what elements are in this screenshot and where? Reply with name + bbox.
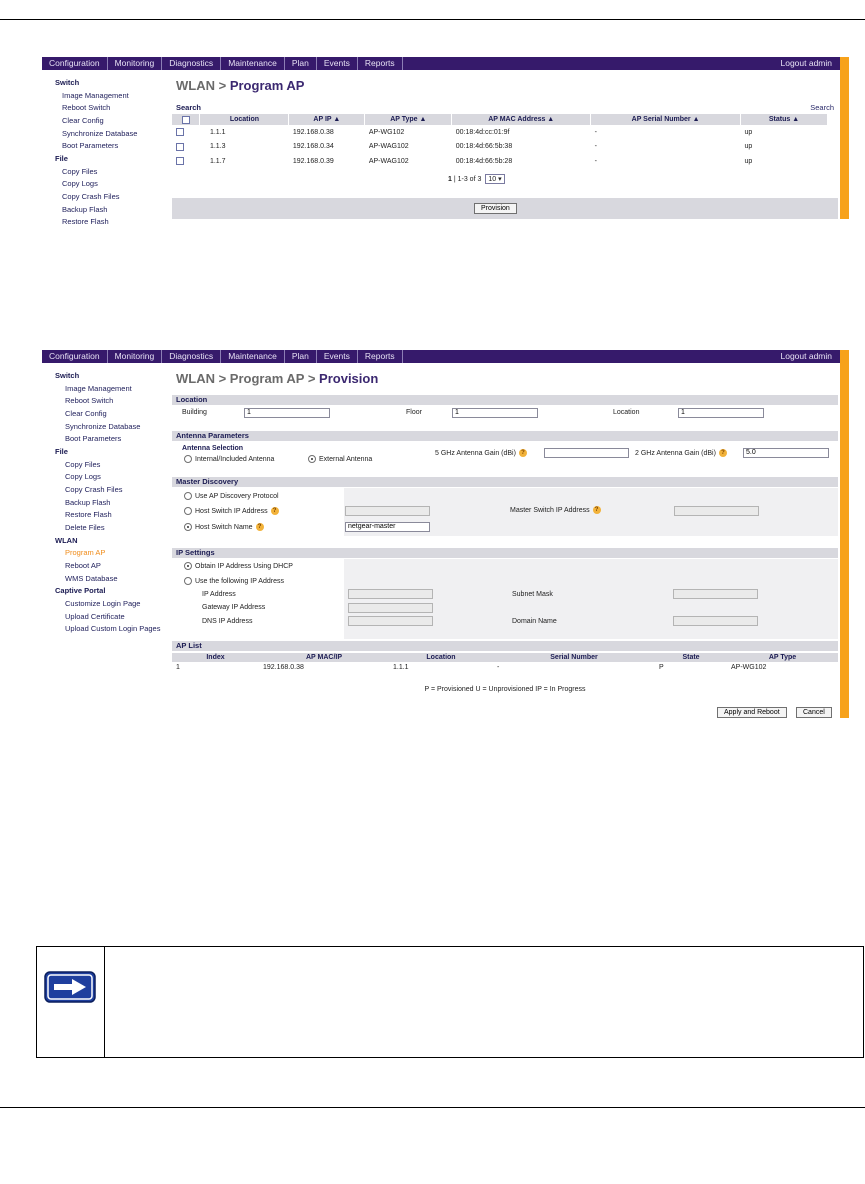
sidebar-item-copy-crash-files[interactable]: Copy Crash Files — [62, 191, 120, 201]
cell-ap-mac: 00:18:4d:66:5b:28 — [455, 157, 513, 165]
logout-link[interactable]: Logout admin — [780, 351, 832, 361]
breadcrumb: WLAN > — [176, 78, 227, 93]
host-switch-ip-radio[interactable] — [184, 507, 192, 515]
tab-reports[interactable]: Reports — [358, 350, 403, 363]
section-header-ip-settings: IP Settings — [172, 548, 838, 558]
nav-spacer — [403, 57, 773, 70]
help-icon[interactable]: ? — [256, 523, 264, 531]
column-header-ap-serial[interactable]: AP Serial Number ▲ — [591, 114, 741, 125]
tab-configuration[interactable]: Configuration — [42, 350, 108, 363]
column-header-location: Location — [389, 653, 493, 662]
domain-name-field[interactable] — [673, 616, 758, 626]
sidebar-item-image-management[interactable]: Image Management — [65, 383, 132, 393]
external-antenna-radio[interactable] — [308, 455, 316, 463]
cell-status: up — [744, 128, 753, 136]
table-row — [172, 125, 828, 140]
column-header-status[interactable]: Status ▲ — [741, 114, 828, 125]
sidebar-item-program-ap[interactable]: Program AP — [65, 548, 106, 558]
per-page-select[interactable] — [485, 174, 504, 184]
help-icon[interactable]: ? — [271, 507, 279, 515]
column-header-ap-mac-ip: AP MAC/IP — [259, 653, 389, 662]
gain2-label: 2 GHz Antenna Gain (dBi) — [635, 449, 716, 457]
sidebar-heading-switch: Switch — [55, 78, 80, 87]
sidebar — [42, 71, 170, 227]
sidebar-item-backup-flash[interactable]: Backup Flash — [65, 497, 111, 507]
cell-ap-type: AP-WAG102 — [368, 157, 409, 165]
apply-and-reboot-button[interactable]: Apply and Reboot — [717, 707, 787, 718]
table-header-row — [172, 653, 838, 662]
use-ap-discovery-option[interactable] — [184, 492, 279, 500]
sidebar-item-restore-flash[interactable]: Restore Flash — [65, 510, 112, 520]
cell-ap-serial: - — [594, 143, 598, 151]
cell-location: 1.1.3 — [209, 143, 226, 151]
action-bar — [172, 198, 838, 219]
search-link[interactable]: Search — [810, 103, 834, 112]
note-divider — [104, 947, 105, 1057]
gain2-label-wrap — [635, 449, 727, 457]
page-title — [176, 371, 378, 386]
dhcp-option[interactable] — [184, 562, 293, 570]
column-header-index: Index — [172, 653, 259, 662]
sidebar-item-boot-parameters[interactable]: Boot Parameters — [62, 141, 119, 151]
row-select-cell — [172, 154, 200, 169]
ip-address-label: IP Address — [202, 591, 236, 598]
provision-screenshot — [42, 350, 849, 718]
cell-serial: - — [497, 663, 500, 671]
location-section — [172, 395, 838, 405]
host-switch-ip-field[interactable] — [345, 506, 430, 516]
domain-name-label: Domain Name — [512, 618, 557, 625]
dhcp-label: Obtain IP Address Using DHCP — [195, 562, 293, 570]
section-header-antenna: Antenna Parameters — [172, 431, 838, 441]
cell-index: 1 — [176, 663, 180, 671]
cell-ap-ip: 192.168.0.38 — [292, 128, 334, 136]
page-title-text: Provision — [319, 371, 379, 386]
sidebar-item-copy-files[interactable]: Copy Files — [65, 459, 101, 469]
gain2-field[interactable]: 5.0 — [743, 448, 829, 458]
cell-status: up — [744, 143, 753, 151]
gain5-label: 5 GHz Antenna Gain (dBi) — [435, 449, 516, 457]
subnet-mask-field[interactable] — [673, 589, 758, 599]
gateway-label: Gateway IP Address — [202, 604, 266, 611]
page-range: | 1-3 of 3 — [453, 176, 482, 183]
sidebar-item-wms-database[interactable]: WMS Database — [65, 573, 118, 583]
sidebar — [42, 364, 170, 718]
breadcrumb: WLAN > Program AP > — [176, 371, 316, 386]
pagination — [448, 174, 505, 184]
sidebar-item-reboot-switch[interactable]: Reboot Switch — [62, 103, 111, 113]
sidebar-heading-file: File — [55, 154, 68, 164]
internal-antenna-option[interactable] — [184, 455, 274, 463]
antenna-selection-label: Antenna Selection — [182, 445, 244, 452]
sidebar-heading-switch: Switch — [55, 371, 80, 380]
ip-address-field[interactable] — [348, 589, 433, 599]
subnet-mask-label: Subnet Mask — [512, 591, 553, 598]
tab-maintenance[interactable]: Maintenance — [221, 350, 285, 363]
sidebar-item-clear-config[interactable]: Clear Config — [62, 115, 104, 125]
table-header-row — [172, 114, 828, 125]
cell-ap-serial: - — [594, 157, 598, 165]
select-all-header — [172, 114, 200, 125]
column-header-location[interactable]: Location — [200, 114, 289, 125]
cell-state: P — [659, 663, 664, 671]
tab-diagnostics[interactable]: Diagnostics — [162, 57, 221, 70]
sidebar-item-clear-config[interactable]: Clear Config — [65, 408, 107, 418]
cell-status: up — [744, 157, 753, 165]
note-box — [36, 946, 864, 1058]
chevron-down-icon: ▾ — [498, 176, 502, 183]
dns-field[interactable] — [348, 616, 433, 626]
floor-field[interactable]: 1 — [452, 408, 538, 418]
internal-antenna-label: Internal/Included Antenna — [195, 455, 275, 463]
tab-plan[interactable]: Plan — [285, 57, 317, 70]
tab-maintenance[interactable]: Maintenance — [221, 57, 285, 70]
top-nav — [42, 350, 840, 363]
host-switch-name-field[interactable]: netgear-master — [345, 522, 430, 532]
page-top-rule — [0, 19, 865, 20]
location-label: Location — [613, 409, 640, 416]
sidebar-item-synchronize-database[interactable]: Synchronize Database — [65, 421, 141, 431]
ap-list-table — [172, 653, 838, 672]
sidebar-item-copy-logs[interactable]: Copy Logs — [62, 179, 98, 189]
row-select-cell — [172, 125, 200, 140]
row-checkbox[interactable] — [176, 128, 184, 136]
master-switch-ip-wrap — [510, 506, 601, 514]
main-content — [172, 71, 838, 219]
sidebar-item-synchronize-database[interactable]: Synchronize Database — [62, 128, 138, 138]
master-discovery-section — [172, 477, 838, 487]
tab-events[interactable]: Events — [317, 57, 358, 70]
search-bar — [172, 103, 838, 113]
table-row — [172, 662, 838, 672]
sidebar-item-upload-custom-login-pages[interactable]: Upload Custom Login Pages — [65, 624, 161, 634]
cell-ap-ip: 192.168.0.34 — [292, 143, 334, 151]
cell-ap-mac: 00:18:4d:66:5b:38 — [455, 143, 513, 151]
location-field[interactable]: 1 — [678, 408, 764, 418]
column-header-state: State — [655, 653, 727, 662]
arrow-right-icon — [44, 971, 96, 1003]
external-antenna-option[interactable] — [308, 455, 372, 463]
cell-location: 1.1.1 — [393, 663, 409, 671]
main-content — [172, 364, 838, 718]
section-header-location: Location — [172, 395, 838, 405]
sidebar-item-upload-certificate[interactable]: Upload Certificate — [65, 611, 125, 621]
per-page-value: 10 — [488, 176, 497, 183]
host-switch-ip-option[interactable] — [184, 507, 279, 515]
antenna-section — [172, 431, 838, 441]
row-checkbox[interactable] — [176, 143, 184, 151]
nav-spacer — [403, 350, 773, 363]
row-select-cell — [172, 140, 200, 155]
sidebar-item-copy-logs[interactable]: Copy Logs — [65, 472, 101, 482]
column-header-ap-mac[interactable]: AP MAC Address ▲ — [452, 114, 591, 125]
gain5-field[interactable] — [544, 448, 629, 458]
sidebar-heading-wlan: WLAN — [55, 535, 78, 545]
tab-monitoring[interactable]: Monitoring — [108, 350, 163, 363]
help-icon[interactable]: ? — [719, 449, 727, 457]
column-header-ap-type[interactable]: AP Type ▲ — [365, 114, 452, 125]
cell-ap-type: AP-WG102 — [368, 128, 405, 136]
ip-settings-panel — [344, 559, 838, 639]
gain5-label-wrap — [435, 449, 527, 457]
sidebar-item-restore-flash[interactable]: Restore Flash — [62, 217, 109, 227]
host-switch-ip-label: Host Switch IP Address — [195, 507, 268, 515]
orange-frame-bar — [840, 57, 849, 219]
sidebar-item-delete-files[interactable]: Delete Files — [65, 523, 105, 533]
provision-button[interactable]: Provision — [474, 203, 517, 214]
row-checkbox[interactable] — [176, 157, 184, 165]
state-legend: P = Provisioned U = Unprovisioned IP = In Progress — [424, 686, 586, 693]
tab-plan[interactable]: Plan — [285, 350, 317, 363]
cell-location: 1.1.7 — [209, 157, 226, 165]
gateway-field[interactable] — [348, 603, 433, 613]
internal-antenna-radio[interactable] — [184, 455, 192, 463]
master-switch-ip-field[interactable] — [674, 506, 759, 516]
sidebar-item-backup-flash[interactable]: Backup Flash — [62, 204, 108, 214]
page-title — [176, 78, 304, 93]
tab-reports[interactable]: Reports — [358, 57, 403, 70]
tab-configuration[interactable]: Configuration — [42, 57, 108, 70]
dns-label: DNS IP Address — [202, 618, 253, 625]
static-ip-label: Use the following IP Address — [195, 577, 284, 585]
cell-ap-mac: 00:18:4d:cc:01:9f — [455, 128, 510, 136]
ap-table — [172, 114, 828, 169]
use-ap-discovery-radio[interactable] — [184, 492, 192, 500]
cell-ap-type: AP-WG102 — [731, 663, 767, 671]
logout-link[interactable]: Logout admin — [780, 58, 832, 68]
ap-list-section — [172, 641, 838, 651]
search-label: Search — [176, 103, 202, 112]
static-ip-option[interactable] — [184, 577, 284, 585]
master-switch-ip-label: Master Switch IP Address — [510, 506, 590, 514]
orange-frame-bar — [840, 350, 849, 718]
section-header-ap-list: AP List — [172, 641, 838, 651]
sidebar-heading-file: File — [55, 447, 68, 457]
sidebar-item-boot-parameters[interactable]: Boot Parameters — [65, 434, 122, 444]
building-label: Building — [182, 409, 207, 416]
program-ap-screenshot — [42, 57, 849, 227]
cell-ap-serial: - — [594, 128, 598, 136]
tab-monitoring[interactable]: Monitoring — [108, 57, 163, 70]
sidebar-item-copy-crash-files[interactable]: Copy Crash Files — [65, 484, 123, 494]
column-header-ap-type: AP Type — [727, 653, 838, 662]
sidebar-item-copy-files[interactable]: Copy Files — [62, 166, 98, 176]
section-header-master-discovery: Master Discovery — [172, 477, 838, 487]
ip-settings-section — [172, 548, 838, 558]
host-switch-name-label: Host Switch Name — [195, 523, 253, 531]
cell-ap-ip: 192.168.0.39 — [292, 157, 334, 165]
cell-location: 1.1.1 — [209, 128, 226, 136]
host-switch-name-option[interactable] — [184, 523, 264, 531]
external-antenna-label: External Antenna — [319, 455, 373, 463]
static-ip-radio[interactable] — [184, 577, 192, 585]
help-icon[interactable]: ? — [519, 449, 527, 457]
tab-events[interactable]: Events — [317, 350, 358, 363]
cancel-button[interactable]: Cancel — [796, 707, 832, 718]
sidebar-heading-captive-portal: Captive Portal — [55, 586, 106, 596]
page-bottom-rule — [0, 1107, 865, 1108]
sidebar-item-image-management[interactable]: Image Management — [62, 90, 129, 100]
sidebar-item-customize-login-page[interactable]: Customize Login Page — [65, 598, 141, 608]
column-header-ap-ip[interactable]: AP IP ▲ — [289, 114, 365, 125]
table-row — [172, 140, 828, 155]
select-all-checkbox[interactable] — [182, 116, 190, 124]
building-field[interactable]: 1 — [244, 408, 330, 418]
cell-ap-type: AP-WAG102 — [368, 143, 409, 151]
host-switch-name-radio[interactable] — [184, 523, 192, 531]
floor-label: Floor — [406, 409, 422, 416]
top-nav — [42, 57, 840, 70]
page-number[interactable]: 1 — [448, 176, 452, 183]
help-icon[interactable]: ? — [593, 506, 601, 514]
column-header-serial-number: Serial Number — [493, 653, 655, 662]
sidebar-item-reboot-switch[interactable]: Reboot Switch — [65, 396, 114, 406]
use-ap-discovery-label: Use AP Discovery Protocol — [195, 492, 279, 500]
cell-ap-mac-ip: 192.168.0.38 — [263, 663, 304, 671]
sidebar-item-reboot-ap[interactable]: Reboot AP — [65, 560, 101, 570]
page-title-text: Program AP — [229, 78, 305, 93]
dhcp-radio[interactable] — [184, 562, 192, 570]
tab-diagnostics[interactable]: Diagnostics — [162, 350, 221, 363]
table-row — [172, 154, 828, 169]
